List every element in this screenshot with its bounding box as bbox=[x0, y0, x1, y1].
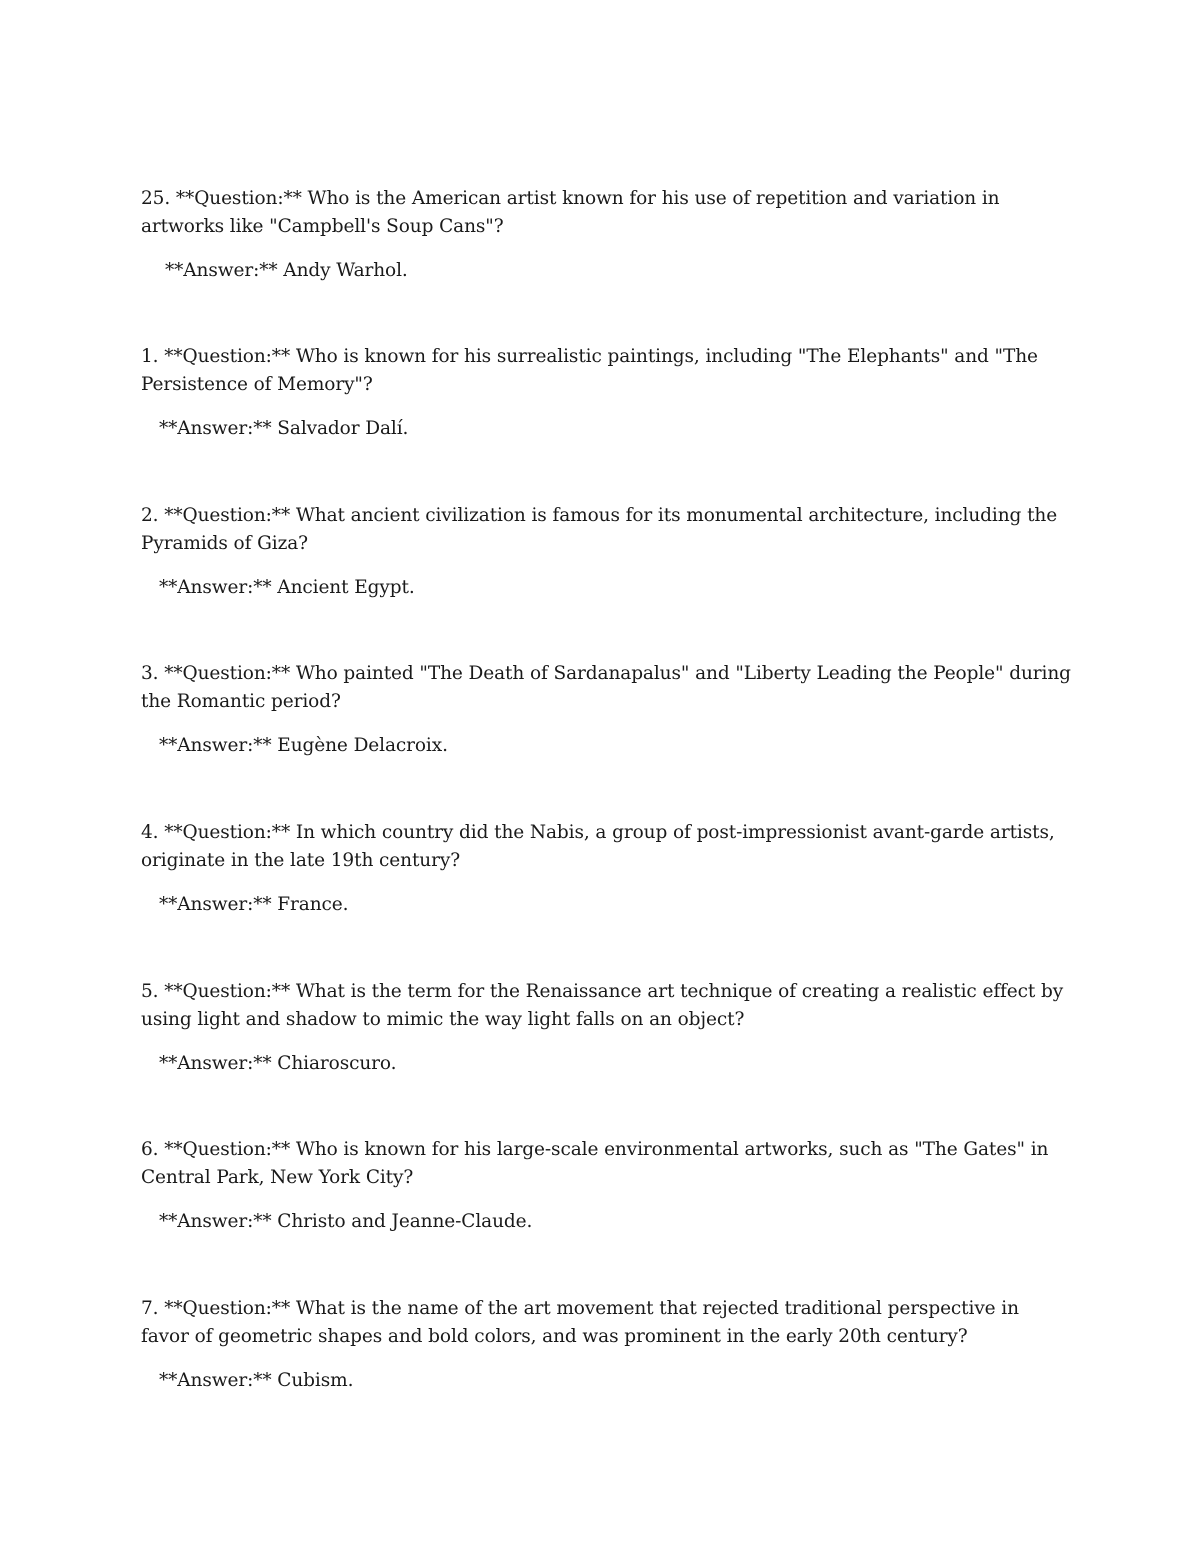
qa-item-2 bbox=[141, 502, 1071, 602]
question-text: 3. **Question:** Who painted "The Death of Sardanapalus" and "Liberty Leading the People" during the Romantic period? bbox=[141, 663, 1071, 712]
qa-item-4 bbox=[141, 819, 1071, 919]
answer-text: **Answer:** France. bbox=[159, 894, 349, 915]
qa-item-1 bbox=[141, 343, 1071, 443]
question-text: 1. **Question:** Who is known for his surrealistic paintings, including "The Elephants" and "The Persistence of Memory"? bbox=[141, 346, 1038, 395]
qa-item-25 bbox=[141, 185, 1071, 285]
answer-text: **Answer:** Chiaroscuro. bbox=[159, 1053, 397, 1074]
qa-item-6 bbox=[141, 1136, 1071, 1236]
question-text: 2. **Question:** What ancient civilization is famous for its monumental architecture, including the Pyramids of Giza? bbox=[141, 505, 1058, 554]
question-text: 5. **Question:** What is the term for the Renaissance art technique of creating a realistic effect by using light and shadow to mimic the way light falls on an object? bbox=[141, 981, 1064, 1030]
qa-item-3 bbox=[141, 660, 1071, 760]
answer-text: **Answer:** Cubism. bbox=[159, 1370, 354, 1391]
question-text: 6. **Question:** Who is known for his large-scale environmental artworks, such as "The Gates" in Central Park, New York City? bbox=[141, 1139, 1049, 1188]
qa-item-7 bbox=[141, 1295, 1071, 1395]
answer-text: **Answer:** Christo and Jeanne-Claude. bbox=[159, 1211, 533, 1232]
qa-item-5 bbox=[141, 978, 1071, 1078]
answer-text: **Answer:** Eugène Delacroix. bbox=[159, 735, 448, 756]
question-text: 25. **Question:** Who is the American artist known for his use of repetition and variation in artworks like "Campbell's Soup Cans"? bbox=[141, 188, 1000, 237]
answer-text: **Answer:** Salvador Dalí. bbox=[159, 418, 409, 439]
question-text: 7. **Question:** What is the name of the art movement that rejected traditional perspective in favor of geometric shapes and bold colors, and was prominent in the early 20th century? bbox=[141, 1298, 1019, 1347]
answer-text: **Answer:** Andy Warhol. bbox=[165, 260, 408, 281]
answer-text: **Answer:** Ancient Egypt. bbox=[159, 577, 415, 598]
question-text: 4. **Question:** In which country did the Nabis, a group of post-impressionist avant-garde artists, originate in the late 19th century? bbox=[141, 822, 1055, 871]
